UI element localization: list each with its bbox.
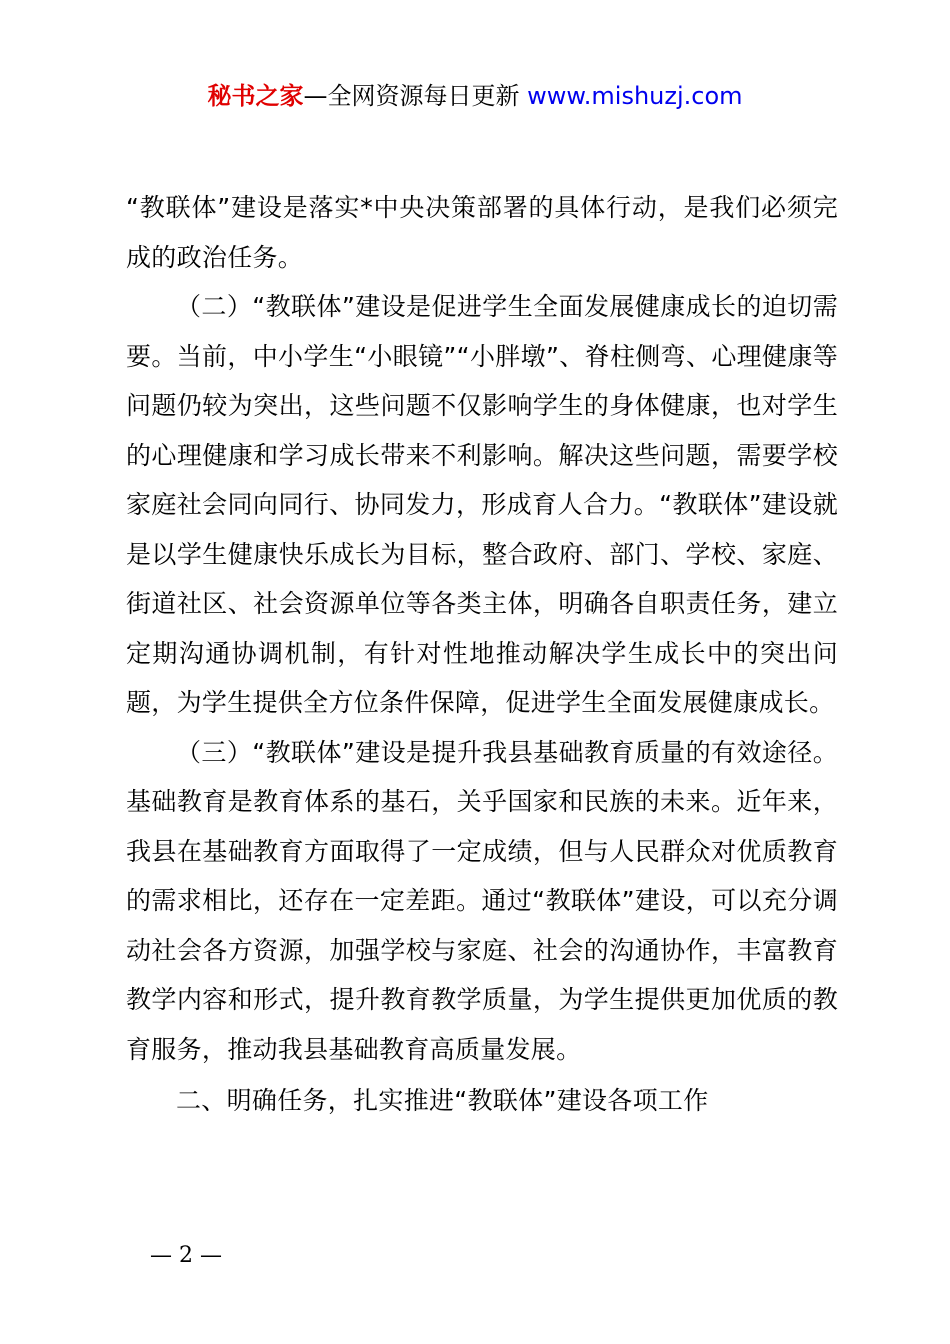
site-brand: 秘书之家 <box>207 82 304 110</box>
site-tagline: —全网资源每日更新 <box>303 82 528 110</box>
paragraph-section-three: （三）“教联体”建设是提升我县基础教育质量的有效途径。基础教育是教育体系的基石，关乎国家和民族的未来。近年来，我县在基础教育方面取得了一定成绩，但与人民群众对优质教育的需求相比，还存在一定差距。通过“教联体”建设，可以充分调动社会各方资源，加强学校与家庭、社会的沟通协作，丰富教育教学内容和形式，提升教育教学质量，为学生提供更加优质的教育服务，推动我县基础教育高质量发展。 <box>126 737 838 1064</box>
paragraph-continuation: “教联体”建设是落实*中央决策部署的具体行动，是我们必须完成的政治任务。 <box>126 193 838 272</box>
section-heading: 二、明确任务，扎实推进“教联体”建设各项工作 <box>176 1086 709 1115</box>
page-number: — 2 — <box>150 1243 222 1268</box>
site-url-link[interactable]: www.mishuzj.com <box>527 82 743 110</box>
document-body <box>126 183 838 1126</box>
site-header <box>0 80 950 112</box>
paragraph-section-two: （二）“教联体”建设是促进学生全面发展健康成长的迫切需要。当前，中小学生“小眼镜”“小胖墩”、脊柱侧弯、心理健康等问题仍较为突出，这些问题不仅影响学生的身体健康，也对学生的心理健康和学习成长带来不利影响。解决这些问题，需要学校家庭社会同向同行、协同发力，形成育人合力。“教联体”建设就是以学生健康快乐成长为目标，整合政府、部门、学校、家庭、街道社区、社会资源单位等各类主体，明确各自职责任务，建立定期沟通协调机制，有针对性地推动解决学生成长中的突出问题，为学生提供全方位条件保障，促进学生全面发展健康成长。 <box>126 292 838 717</box>
